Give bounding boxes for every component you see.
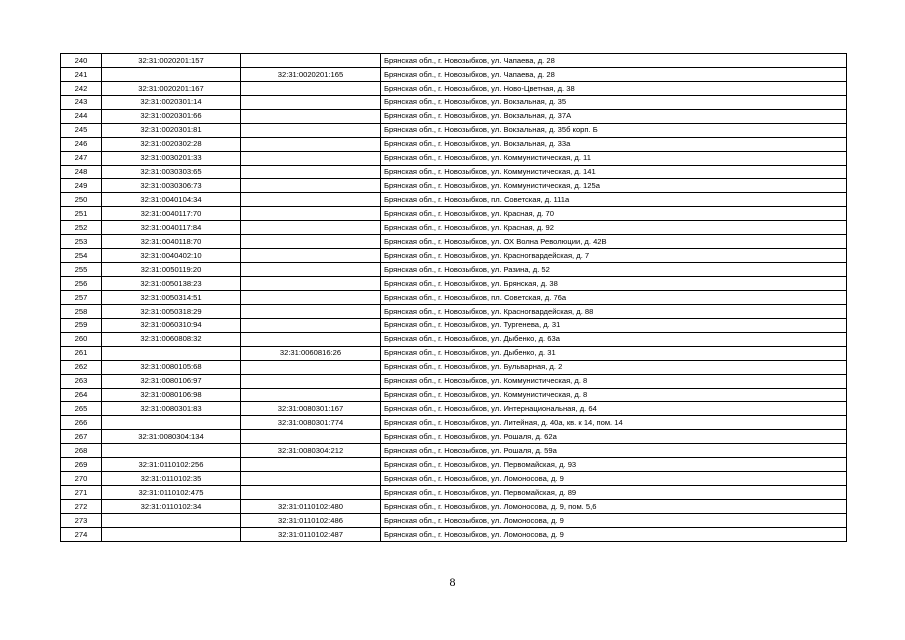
row-number-cell: 264 xyxy=(61,388,102,402)
address-cell: Брянская обл., г. Новозыбков, ул. Рошаля, д. 59а xyxy=(381,444,847,458)
row-number-cell: 243 xyxy=(61,95,102,109)
cadastral-number-cell: 32:31:0020201:167 xyxy=(102,81,241,95)
cadastral-number-cell: 32:31:0110102:256 xyxy=(102,458,241,472)
table-row xyxy=(61,193,847,207)
address-cell: Брянская обл., г. Новозыбков, ул. Коммунистическая, д. 11 xyxy=(381,151,847,165)
address-cell: Брянская обл., г. Новозыбков, ул. Красногвардейская, д. 7 xyxy=(381,249,847,263)
address-cell: Брянская обл., г. Новозыбков, ул. Коммунистическая, д. 125а xyxy=(381,179,847,193)
premises-cadastral-number-cell xyxy=(241,193,381,207)
row-number-cell: 274 xyxy=(61,527,102,541)
cadastral-number-cell: 32:31:0040402:10 xyxy=(102,249,241,263)
premises-cadastral-number-cell xyxy=(241,332,381,346)
address-cell: Брянская обл., г. Новозыбков, ул. Красная, д. 70 xyxy=(381,207,847,221)
table-row xyxy=(61,67,847,81)
table-row xyxy=(61,81,847,95)
premises-cadastral-number-cell xyxy=(241,249,381,263)
premises-cadastral-number-cell xyxy=(241,304,381,318)
row-number-cell: 256 xyxy=(61,277,102,291)
cadastral-number-cell xyxy=(102,67,241,81)
address-cell: Брянская обл., г. Новозыбков, ул. Рошаля, д. 62а xyxy=(381,430,847,444)
table-row xyxy=(61,374,847,388)
table-row xyxy=(61,360,847,374)
cadastral-number-cell: 32:31:0040104:34 xyxy=(102,193,241,207)
cadastral-number-cell: 32:31:0040117:70 xyxy=(102,207,241,221)
address-cell: Брянская обл., г. Новозыбков, ул. Первомайская, д. 89 xyxy=(381,486,847,500)
cadastral-number-cell: 32:31:0060808:32 xyxy=(102,332,241,346)
address-cell: Брянская обл., г. Новозыбков, ул. Красногвардейская, д. 88 xyxy=(381,304,847,318)
address-cell: Брянская обл., г. Новозыбков, ул. ОХ Волна Революции, д. 42В xyxy=(381,235,847,249)
premises-cadastral-number-cell: 32:31:0020201:165 xyxy=(241,67,381,81)
cadastral-number-cell: 32:31:0060310:94 xyxy=(102,318,241,332)
address-cell: Брянская обл., г. Новозыбков, ул. Брянская, д. 38 xyxy=(381,277,847,291)
row-number-cell: 267 xyxy=(61,430,102,444)
table-row xyxy=(61,430,847,444)
address-cell: Брянская обл., г. Новозыбков, ул. Ломоносова, д. 9 xyxy=(381,472,847,486)
cadastral-number-cell xyxy=(102,513,241,527)
row-number-cell: 240 xyxy=(61,54,102,68)
row-number-cell: 261 xyxy=(61,346,102,360)
address-cell: Брянская обл., г. Новозыбков, ул. Вокзальная, д. 35б корп. Б xyxy=(381,123,847,137)
address-cell: Брянская обл., г. Новозыбков, ул. Дыбенко, д. 63а xyxy=(381,332,847,346)
premises-cadastral-number-cell: 32:31:0110102:487 xyxy=(241,527,381,541)
premises-cadastral-number-cell: 32:31:0110102:486 xyxy=(241,513,381,527)
premises-cadastral-number-cell xyxy=(241,290,381,304)
table-row xyxy=(61,513,847,527)
premises-cadastral-number-cell: 32:31:0080301:774 xyxy=(241,416,381,430)
premises-cadastral-number-cell xyxy=(241,263,381,277)
table-row xyxy=(61,263,847,277)
premises-cadastral-number-cell xyxy=(241,151,381,165)
row-number-cell: 249 xyxy=(61,179,102,193)
row-number-cell: 266 xyxy=(61,416,102,430)
address-cell: Брянская обл., г. Новозыбков, ул. Красная, д. 92 xyxy=(381,221,847,235)
premises-cadastral-number-cell: 32:31:0060816:26 xyxy=(241,346,381,360)
table-row xyxy=(61,151,847,165)
premises-cadastral-number-cell xyxy=(241,221,381,235)
cadastral-number-cell: 32:31:0020302:28 xyxy=(102,137,241,151)
row-number-cell: 271 xyxy=(61,486,102,500)
cadastral-number-cell: 32:31:0020301:81 xyxy=(102,123,241,137)
address-cell: Брянская обл., г. Новозыбков, ул. Коммунистическая, д. 141 xyxy=(381,165,847,179)
table-row xyxy=(61,290,847,304)
premises-cadastral-number-cell: 32:31:0080301:167 xyxy=(241,402,381,416)
premises-cadastral-number-cell xyxy=(241,374,381,388)
cadastral-number-cell: 32:31:0080105:68 xyxy=(102,360,241,374)
table-row xyxy=(61,444,847,458)
table-row xyxy=(61,123,847,137)
table-row xyxy=(61,137,847,151)
row-number-cell: 273 xyxy=(61,513,102,527)
page-number: 8 xyxy=(449,575,456,589)
premises-cadastral-number-cell xyxy=(241,54,381,68)
premises-cadastral-number-cell: 32:31:0080304:212 xyxy=(241,444,381,458)
table-row xyxy=(61,235,847,249)
address-cell: Брянская обл., г. Новозыбков, ул. Чапаева, д. 28 xyxy=(381,67,847,81)
cadastral-number-cell: 32:31:0040117:84 xyxy=(102,221,241,235)
cadastral-number-cell: 32:31:0080304:134 xyxy=(102,430,241,444)
premises-cadastral-number-cell xyxy=(241,458,381,472)
table-row xyxy=(61,95,847,109)
premises-cadastral-number-cell xyxy=(241,179,381,193)
row-number-cell: 269 xyxy=(61,458,102,472)
row-number-cell: 250 xyxy=(61,193,102,207)
address-cell: Брянская обл., г. Новозыбков, ул. Ломоносова, д. 9 xyxy=(381,513,847,527)
premises-cadastral-number-cell xyxy=(241,388,381,402)
premises-cadastral-number-cell xyxy=(241,165,381,179)
cadastral-number-cell: 32:31:0030303:65 xyxy=(102,165,241,179)
row-number-cell: 270 xyxy=(61,472,102,486)
address-cell: Брянская обл., г. Новозыбков, ул. Ново-Цветная, д. 38 xyxy=(381,81,847,95)
property-table-body xyxy=(61,54,847,542)
cadastral-number-cell xyxy=(102,444,241,458)
address-cell: Брянская обл., г. Новозыбков, ул. Вокзальная, д. 35 xyxy=(381,95,847,109)
address-cell: Брянская обл., г. Новозыбков, ул. Чапаева, д. 28 xyxy=(381,54,847,68)
cadastral-number-cell xyxy=(102,346,241,360)
premises-cadastral-number-cell xyxy=(241,277,381,291)
address-cell: Брянская обл., г. Новозыбков, ул. Коммунистическая, д. 8 xyxy=(381,374,847,388)
row-number-cell: 260 xyxy=(61,332,102,346)
cadastral-number-cell: 32:31:0020301:14 xyxy=(102,95,241,109)
address-cell: Брянская обл., г. Новозыбков, ул. Бульварная, д. 2 xyxy=(381,360,847,374)
table-row xyxy=(61,54,847,68)
cadastral-number-cell xyxy=(102,527,241,541)
address-cell: Брянская обл., г. Новозыбков, ул. Дыбенко, д. 31 xyxy=(381,346,847,360)
cadastral-number-cell: 32:31:0050314:51 xyxy=(102,290,241,304)
cadastral-number-cell: 32:31:0080301:83 xyxy=(102,402,241,416)
table-row xyxy=(61,277,847,291)
premises-cadastral-number-cell xyxy=(241,486,381,500)
cadastral-number-cell: 32:31:0080106:97 xyxy=(102,374,241,388)
address-cell: Брянская обл., г. Новозыбков, ул. Ломоносова, д. 9, пом. 5,6 xyxy=(381,500,847,514)
cadastral-number-cell: 32:31:0050318:29 xyxy=(102,304,241,318)
premises-cadastral-number-cell xyxy=(241,123,381,137)
address-cell: Брянская обл., г. Новозыбков, пл. Советская, д. 76а xyxy=(381,290,847,304)
cadastral-number-cell: 32:31:0080106:98 xyxy=(102,388,241,402)
address-cell: Брянская обл., г. Новозыбков, ул. Ломоносова, д. 9 xyxy=(381,527,847,541)
row-number-cell: 257 xyxy=(61,290,102,304)
row-number-cell: 268 xyxy=(61,444,102,458)
address-cell: Брянская обл., г. Новозыбков, пл. Советская, д. 111а xyxy=(381,193,847,207)
cadastral-number-cell: 32:31:0020201:157 xyxy=(102,54,241,68)
cadastral-number-cell: 32:31:0050138:23 xyxy=(102,277,241,291)
table-row xyxy=(61,318,847,332)
cadastral-number-cell: 32:31:0110102:35 xyxy=(102,472,241,486)
table-row xyxy=(61,179,847,193)
cadastral-number-cell: 32:31:0110102:475 xyxy=(102,486,241,500)
table-row xyxy=(61,249,847,263)
table-row xyxy=(61,416,847,430)
row-number-cell: 272 xyxy=(61,500,102,514)
premises-cadastral-number-cell xyxy=(241,472,381,486)
row-number-cell: 241 xyxy=(61,67,102,81)
table-row xyxy=(61,388,847,402)
row-number-cell: 242 xyxy=(61,81,102,95)
table-row xyxy=(61,458,847,472)
premises-cadastral-number-cell xyxy=(241,360,381,374)
cadastral-number-cell: 32:31:0020301:66 xyxy=(102,109,241,123)
table-row xyxy=(61,486,847,500)
premises-cadastral-number-cell: 32:31:0110102:480 xyxy=(241,500,381,514)
row-number-cell: 251 xyxy=(61,207,102,221)
row-number-cell: 252 xyxy=(61,221,102,235)
row-number-cell: 262 xyxy=(61,360,102,374)
address-cell: Брянская обл., г. Новозыбков, ул. Первомайская, д. 93 xyxy=(381,458,847,472)
address-cell: Брянская обл., г. Новозыбков, ул. Интернациональная, д. 64 xyxy=(381,402,847,416)
cadastral-number-cell: 32:31:0050119:20 xyxy=(102,263,241,277)
table-row xyxy=(61,472,847,486)
cadastral-number-cell xyxy=(102,416,241,430)
premises-cadastral-number-cell xyxy=(241,81,381,95)
premises-cadastral-number-cell xyxy=(241,137,381,151)
table-row xyxy=(61,304,847,318)
table-row xyxy=(61,527,847,541)
cadastral-number-cell: 32:31:0030306:73 xyxy=(102,179,241,193)
row-number-cell: 253 xyxy=(61,235,102,249)
property-table xyxy=(60,53,847,542)
row-number-cell: 245 xyxy=(61,123,102,137)
premises-cadastral-number-cell xyxy=(241,95,381,109)
address-cell: Брянская обл., г. Новозыбков, ул. Литейная, д. 40а, кв. к 14, пом. 14 xyxy=(381,416,847,430)
row-number-cell: 255 xyxy=(61,263,102,277)
cadastral-number-cell: 32:31:0040118:70 xyxy=(102,235,241,249)
row-number-cell: 263 xyxy=(61,374,102,388)
address-cell: Брянская обл., г. Новозыбков, ул. Вокзальная, д. 37А xyxy=(381,109,847,123)
premises-cadastral-number-cell xyxy=(241,235,381,249)
address-cell: Брянская обл., г. Новозыбков, ул. Тургенева, д. 31 xyxy=(381,318,847,332)
premises-cadastral-number-cell xyxy=(241,207,381,221)
premises-cadastral-number-cell xyxy=(241,318,381,332)
premises-cadastral-number-cell xyxy=(241,109,381,123)
table-row xyxy=(61,332,847,346)
table-row xyxy=(61,346,847,360)
row-number-cell: 246 xyxy=(61,137,102,151)
table-row xyxy=(61,109,847,123)
row-number-cell: 244 xyxy=(61,109,102,123)
table-row xyxy=(61,402,847,416)
table-row xyxy=(61,221,847,235)
address-cell: Брянская обл., г. Новозыбков, ул. Вокзальная, д. 33а xyxy=(381,137,847,151)
cadastral-number-cell: 32:31:0030201:33 xyxy=(102,151,241,165)
premises-cadastral-number-cell xyxy=(241,430,381,444)
table-row xyxy=(61,500,847,514)
address-cell: Брянская обл., г. Новозыбков, ул. Разина, д. 52 xyxy=(381,263,847,277)
cadastral-number-cell: 32:31:0110102:34 xyxy=(102,500,241,514)
row-number-cell: 247 xyxy=(61,151,102,165)
row-number-cell: 258 xyxy=(61,304,102,318)
row-number-cell: 254 xyxy=(61,249,102,263)
address-cell: Брянская обл., г. Новозыбков, ул. Коммунистическая, д. 8 xyxy=(381,388,847,402)
table-row xyxy=(61,207,847,221)
row-number-cell: 248 xyxy=(61,165,102,179)
row-number-cell: 265 xyxy=(61,402,102,416)
row-number-cell: 259 xyxy=(61,318,102,332)
table-row xyxy=(61,165,847,179)
